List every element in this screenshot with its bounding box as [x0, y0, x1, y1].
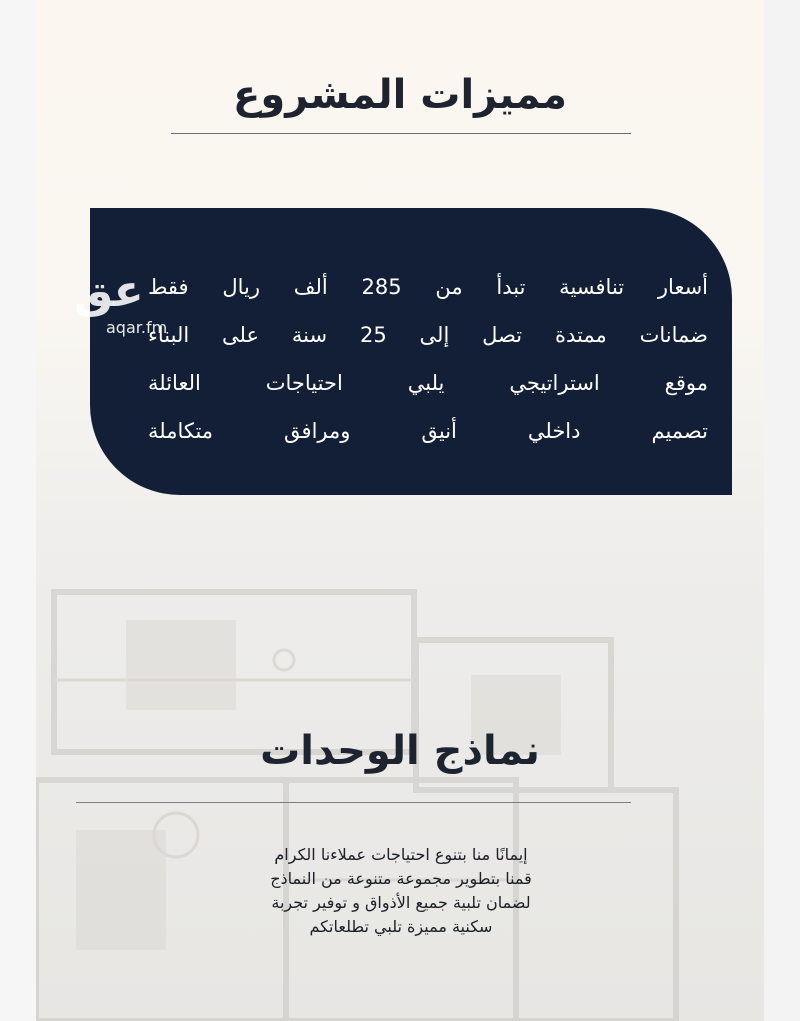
units-description-line: لضمان تلبية جميع الأذواق و توفير تجربة [271, 893, 531, 912]
units-description [236, 843, 566, 939]
watermark-site: aqar.fm [106, 318, 168, 337]
features-card [90, 208, 732, 495]
features-divider [171, 133, 631, 134]
units-description-line: قمنا بتطوير مجموعة متنوعة من النماذج [270, 869, 532, 888]
left-margin [0, 0, 36, 1021]
units-title: نماذج الوحدات [260, 728, 540, 774]
features-list [148, 263, 708, 455]
watermark-logo: عق [74, 266, 144, 317]
feature-item-price: أسعار تنافسية تبدأ من 285 ألف ريال فقط [148, 275, 708, 299]
units-description-line: إيمانًا منا بتنوع احتياجات عملاءنا الكرام [274, 845, 528, 864]
watermark [74, 268, 186, 348]
brochure-page [36, 0, 764, 1021]
feature-item-warranty: ضمانات ممتدة تصل إلى 25 سنة على البناء [148, 323, 708, 347]
feature-item-location: موقع استراتيجي يلبي احتياجات العائلة [148, 371, 708, 395]
right-margin [764, 0, 800, 1021]
units-description-line: سكنية مميزة تلبي تطلعاتكم [309, 917, 493, 936]
features-title: مميزات المشروع [233, 72, 567, 118]
floorplan-background-image [36, 580, 764, 1021]
feature-item-design: تصميم داخلي أنيق ومرافق متكاملة [148, 419, 708, 443]
units-divider [76, 802, 631, 803]
